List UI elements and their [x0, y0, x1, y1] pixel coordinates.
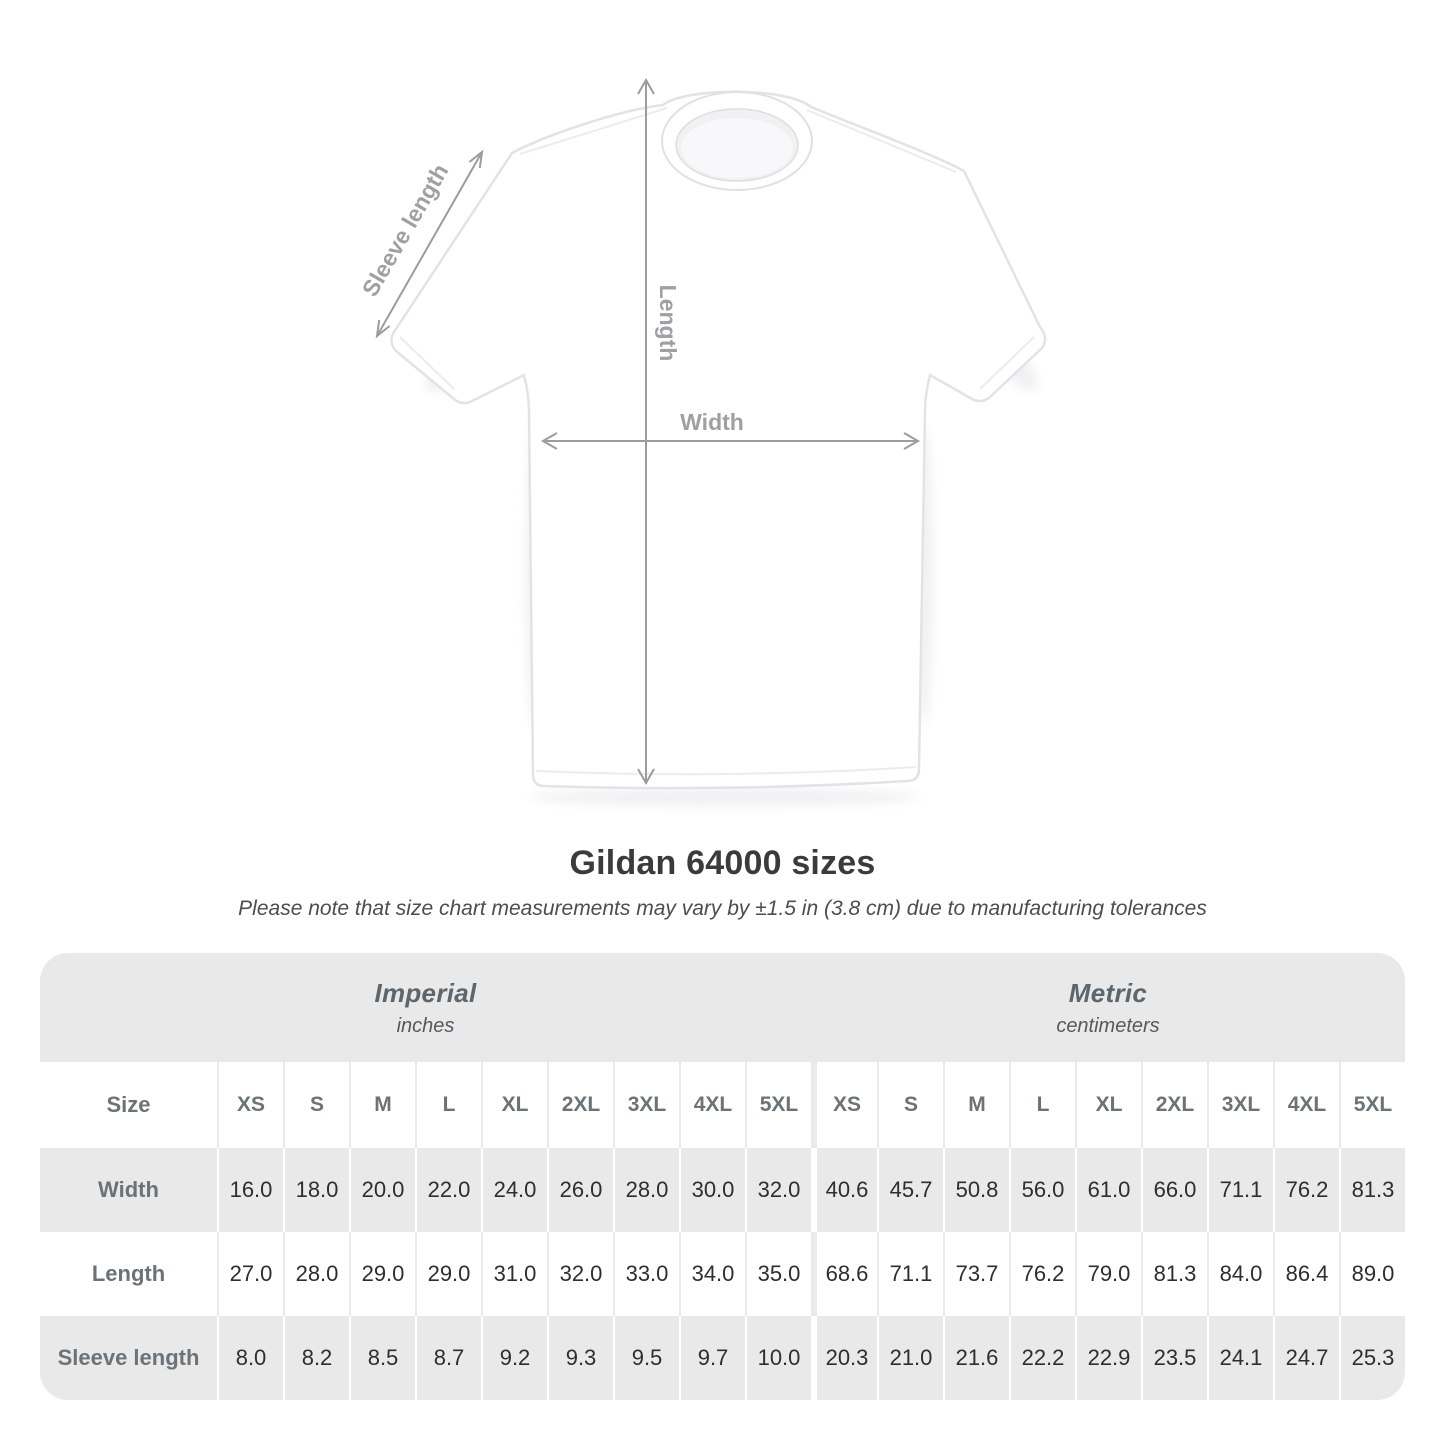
tshirt-diagram [350, 55, 1090, 845]
cell-sleeve-length-metric-3xl: 24.1 [1207, 1316, 1273, 1400]
tshirt-diagram-svg [350, 55, 1090, 845]
size-header-imperial-s: S [283, 1062, 349, 1148]
cell-length-imperial-m: 29.0 [349, 1232, 415, 1316]
size-header-metric-2xl: 2XL [1141, 1062, 1207, 1148]
cell-width-imperial-xs: 16.0 [217, 1148, 283, 1232]
size-header-metric-m: M [943, 1062, 1009, 1148]
cell-width-imperial-xl: 24.0 [481, 1148, 547, 1232]
size-header-imperial-4xl: 4XL [679, 1062, 745, 1148]
cell-sleeve-length-imperial-3xl: 9.5 [613, 1316, 679, 1400]
cell-sleeve-length-imperial-xl: 9.2 [481, 1316, 547, 1400]
metric-unit: centimeters [1056, 1014, 1160, 1037]
metric-title: Metric [1068, 977, 1148, 1008]
size-table [40, 953, 1405, 1400]
cell-width-imperial-l: 22.0 [415, 1148, 481, 1232]
size-header-imperial-3xl: 3XL [613, 1062, 679, 1148]
size-header-metric-xs: XS [811, 1062, 877, 1148]
cell-sleeve-length-imperial-5xl: 10.0 [745, 1316, 811, 1400]
size-header-metric-s: S [877, 1062, 943, 1148]
table-row-length [40, 1232, 1405, 1316]
table-row-width [40, 1148, 1405, 1232]
cell-width-imperial-2xl: 26.0 [547, 1148, 613, 1232]
size-header-imperial-xl: XL [481, 1062, 547, 1148]
cell-length-imperial-2xl: 32.0 [547, 1232, 613, 1316]
sleeve-length-arrow-label: Sleeve length [356, 159, 454, 301]
cell-length-metric-m: 73.7 [943, 1232, 1009, 1316]
imperial-title: Imperial [374, 977, 477, 1008]
cell-width-metric-2xl: 66.0 [1141, 1148, 1207, 1232]
cell-length-metric-2xl: 81.3 [1141, 1232, 1207, 1316]
cell-sleeve-length-imperial-s: 8.2 [283, 1316, 349, 1400]
imperial-unit: inches [396, 1014, 455, 1037]
size-header-imperial-l: L [415, 1062, 481, 1148]
size-header-imperial-2xl: 2XL [547, 1062, 613, 1148]
cell-width-metric-xl: 61.0 [1075, 1148, 1141, 1232]
table-body [40, 1148, 1405, 1400]
cell-sleeve-length-metric-l: 22.2 [1009, 1316, 1075, 1400]
cell-length-metric-3xl: 84.0 [1207, 1232, 1273, 1316]
cell-length-imperial-3xl: 33.0 [613, 1232, 679, 1316]
cell-width-metric-xs: 40.6 [811, 1148, 877, 1232]
row-label-width: Width [98, 1177, 159, 1202]
cell-sleeve-length-metric-xs: 20.3 [811, 1316, 877, 1400]
cell-length-metric-l: 76.2 [1009, 1232, 1075, 1316]
cell-sleeve-length-metric-4xl: 24.7 [1273, 1316, 1339, 1400]
size-header-metric-3xl: 3XL [1207, 1062, 1273, 1148]
cell-width-imperial-s: 18.0 [283, 1148, 349, 1232]
tshirt-collar [662, 92, 812, 190]
cell-sleeve-length-metric-s: 21.0 [877, 1316, 943, 1400]
cell-length-metric-xs: 68.6 [811, 1232, 877, 1316]
cell-sleeve-length-imperial-4xl: 9.7 [679, 1316, 745, 1400]
size-header-imperial-5xl: 5XL [745, 1062, 811, 1148]
cell-length-imperial-l: 29.0 [415, 1232, 481, 1316]
cell-length-metric-5xl: 89.0 [1339, 1232, 1405, 1316]
cell-length-metric-s: 71.1 [877, 1232, 943, 1316]
table-row-sleeve-length [40, 1316, 1405, 1400]
length-arrow-label: Length [655, 284, 681, 362]
cell-length-imperial-xl: 31.0 [481, 1232, 547, 1316]
cell-length-imperial-xs: 27.0 [217, 1232, 283, 1316]
cell-sleeve-length-imperial-m: 8.5 [349, 1316, 415, 1400]
cell-width-metric-4xl: 76.2 [1273, 1148, 1339, 1232]
cell-width-imperial-5xl: 32.0 [745, 1148, 811, 1232]
cell-sleeve-length-metric-xl: 22.9 [1075, 1316, 1141, 1400]
cell-width-metric-m: 50.8 [943, 1148, 1009, 1232]
cell-length-metric-xl: 79.0 [1075, 1232, 1141, 1316]
size-header-metric-xl: XL [1075, 1062, 1141, 1148]
cell-sleeve-length-metric-m: 21.6 [943, 1316, 1009, 1400]
size-column-header: Size [106, 1092, 151, 1117]
cell-sleeve-length-metric-2xl: 23.5 [1141, 1316, 1207, 1400]
cell-length-imperial-4xl: 34.0 [679, 1232, 745, 1316]
cell-width-imperial-3xl: 28.0 [613, 1148, 679, 1232]
row-label-sleeve-length: Sleeve length [57, 1345, 200, 1370]
size-header-imperial-m: M [349, 1062, 415, 1148]
cell-width-metric-5xl: 81.3 [1339, 1148, 1405, 1232]
page-title: Gildan 64000 sizes [569, 844, 876, 882]
size-header-row [40, 1062, 1405, 1148]
cell-sleeve-length-imperial-2xl: 9.3 [547, 1316, 613, 1400]
cell-sleeve-length-imperial-l: 8.7 [415, 1316, 481, 1400]
size-header-imperial-xs: XS [217, 1062, 283, 1148]
cell-width-imperial-m: 20.0 [349, 1148, 415, 1232]
table-header-band [40, 953, 1405, 1062]
cell-width-metric-3xl: 71.1 [1207, 1148, 1273, 1232]
tolerance-note: Please note that size chart measurements may vary by ±1.5 in (3.8 cm) due to manufacturing tolerances [238, 897, 1207, 920]
cell-length-imperial-5xl: 35.0 [745, 1232, 811, 1316]
size-header-metric-l: L [1009, 1062, 1075, 1148]
width-arrow-label: Width [680, 409, 744, 435]
cell-sleeve-length-imperial-xs: 8.0 [217, 1316, 283, 1400]
cell-width-metric-l: 56.0 [1009, 1148, 1075, 1232]
cell-length-metric-4xl: 86.4 [1273, 1232, 1339, 1316]
size-header-metric-4xl: 4XL [1273, 1062, 1339, 1148]
tshirt-silhouette [391, 92, 1045, 788]
row-label-length: Length [91, 1261, 166, 1286]
metric-header [811, 953, 1405, 1062]
cell-length-imperial-s: 28.0 [283, 1232, 349, 1316]
imperial-header [40, 953, 811, 1062]
cell-width-metric-s: 45.7 [877, 1148, 943, 1232]
cell-width-imperial-4xl: 30.0 [679, 1148, 745, 1232]
size-header-metric-5xl: 5XL [1339, 1062, 1405, 1148]
cell-sleeve-length-metric-5xl: 25.3 [1339, 1316, 1405, 1400]
